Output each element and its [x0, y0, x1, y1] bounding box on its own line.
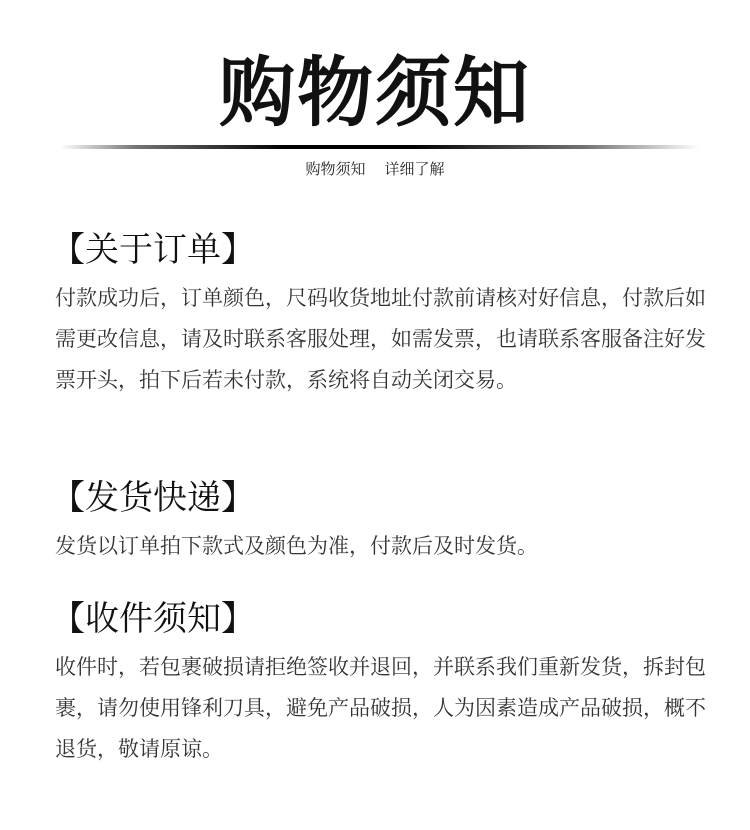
section-heading-order: 【关于订单】 — [51, 230, 255, 270]
page-title: 购物须知 — [219, 48, 531, 137]
title-divider — [60, 145, 700, 149]
section-heading-shipping: 【发货快递】 — [51, 478, 255, 518]
section-body-shipping: 发货以订单拍下款式及颜色为准，付款后及时发货。 — [55, 534, 538, 558]
section-body-receiving: 收件时，若包裹破损请拒绝签收并退回，并联系我们重新发货，拆封包裹，请勿使用锋利刀具，避免产品破损，人为因素造成产品破损，概不退货，敬请原谅。 — [55, 655, 706, 761]
subtitle: 购物须知 详细了解 — [305, 160, 445, 178]
section-body-order: 付款成功后，订单颜色，尺码收货地址付款前请核对好信息，付款后如需更改信息，请及时联系客服处理，如需发票，也请联系客服备注好发票开头，拍下后若未付款，系统将自动关闭交易。 — [55, 286, 706, 392]
section-order — [51, 228, 725, 401]
section-receiving — [51, 597, 725, 770]
section-heading-receiving: 【收件须知】 — [51, 599, 255, 639]
section-shipping — [51, 476, 725, 567]
